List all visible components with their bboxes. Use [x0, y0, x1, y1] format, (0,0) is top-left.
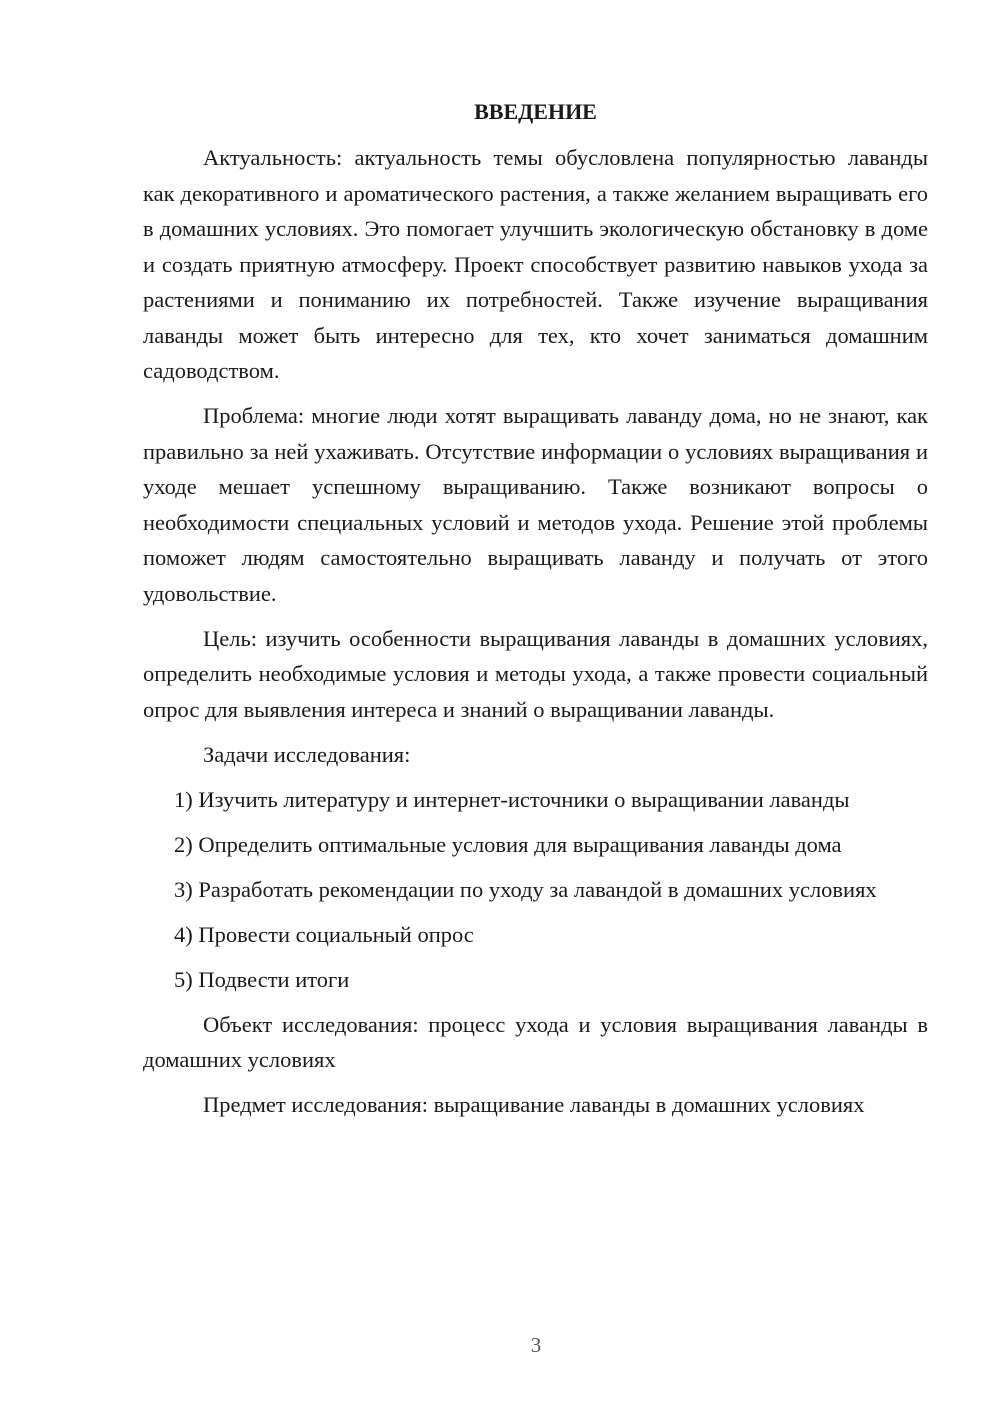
task-item-2: 2) Определить оптимальные условия для выращивания лаванды дома	[174, 831, 842, 857]
page-content	[143, 94, 928, 1132]
problem-paragraph: Проблема: многие люди хотят выращивать лаванду дома, но не знают, как правильно за ней ухаживать. Отсутствие информации о условиях выращивания и уходе мешает успешному выращиванию. Также возникают вопросы о необходимости специальных условий и методов ухода. Решение этой проблемы поможет людям самостоятельно выращивать лаванду и получать от этого удовольствие.	[143, 403, 928, 606]
relevance-paragraph: Актуальность: актуальность темы обусловлена популярностью лаванды как декоративного и ароматического растения, а также желанием выращивать его в домашних условиях. Это помогает улучшить экологическую обстановку в доме и создать приятную атмосферу. Проект способствует развитию навыков ухода за растениями и пониманию их потребностей. Также изучение выращивания лаванды может быть интересно для тех, кто хочет заниматься домашним садоводством.	[143, 145, 928, 383]
tasks-title: Задачи исследования:	[203, 741, 411, 767]
goal-paragraph: Цель: изучить особенности выращивания лаванды в домашних условиях, определить необходимые условия и методы ухода, а также провести социальный опрос для выявления интереса и знаний о выращивании лаванды.	[143, 625, 928, 722]
object-paragraph: Объект исследования: процесс ухода и условия выращивания лаванды в домашних условиях	[143, 1011, 928, 1072]
page-number: 3	[530, 1333, 542, 1357]
task-item-4: 4) Провести социальный опрос	[174, 921, 474, 947]
task-item-1: 1) Изучить литературу и интернет-источники о выращивании лаванды	[174, 786, 850, 812]
subject-paragraph: Предмет исследования: выращивание лаванды в домашних условиях	[203, 1092, 865, 1117]
task-item-5: 5) Подвести итоги	[174, 966, 350, 992]
task-item-3: 3) Разработать рекомендации по уходу за лавандой в домашних условиях	[174, 876, 877, 902]
page-title: ВВЕДЕНИЕ	[474, 99, 597, 124]
